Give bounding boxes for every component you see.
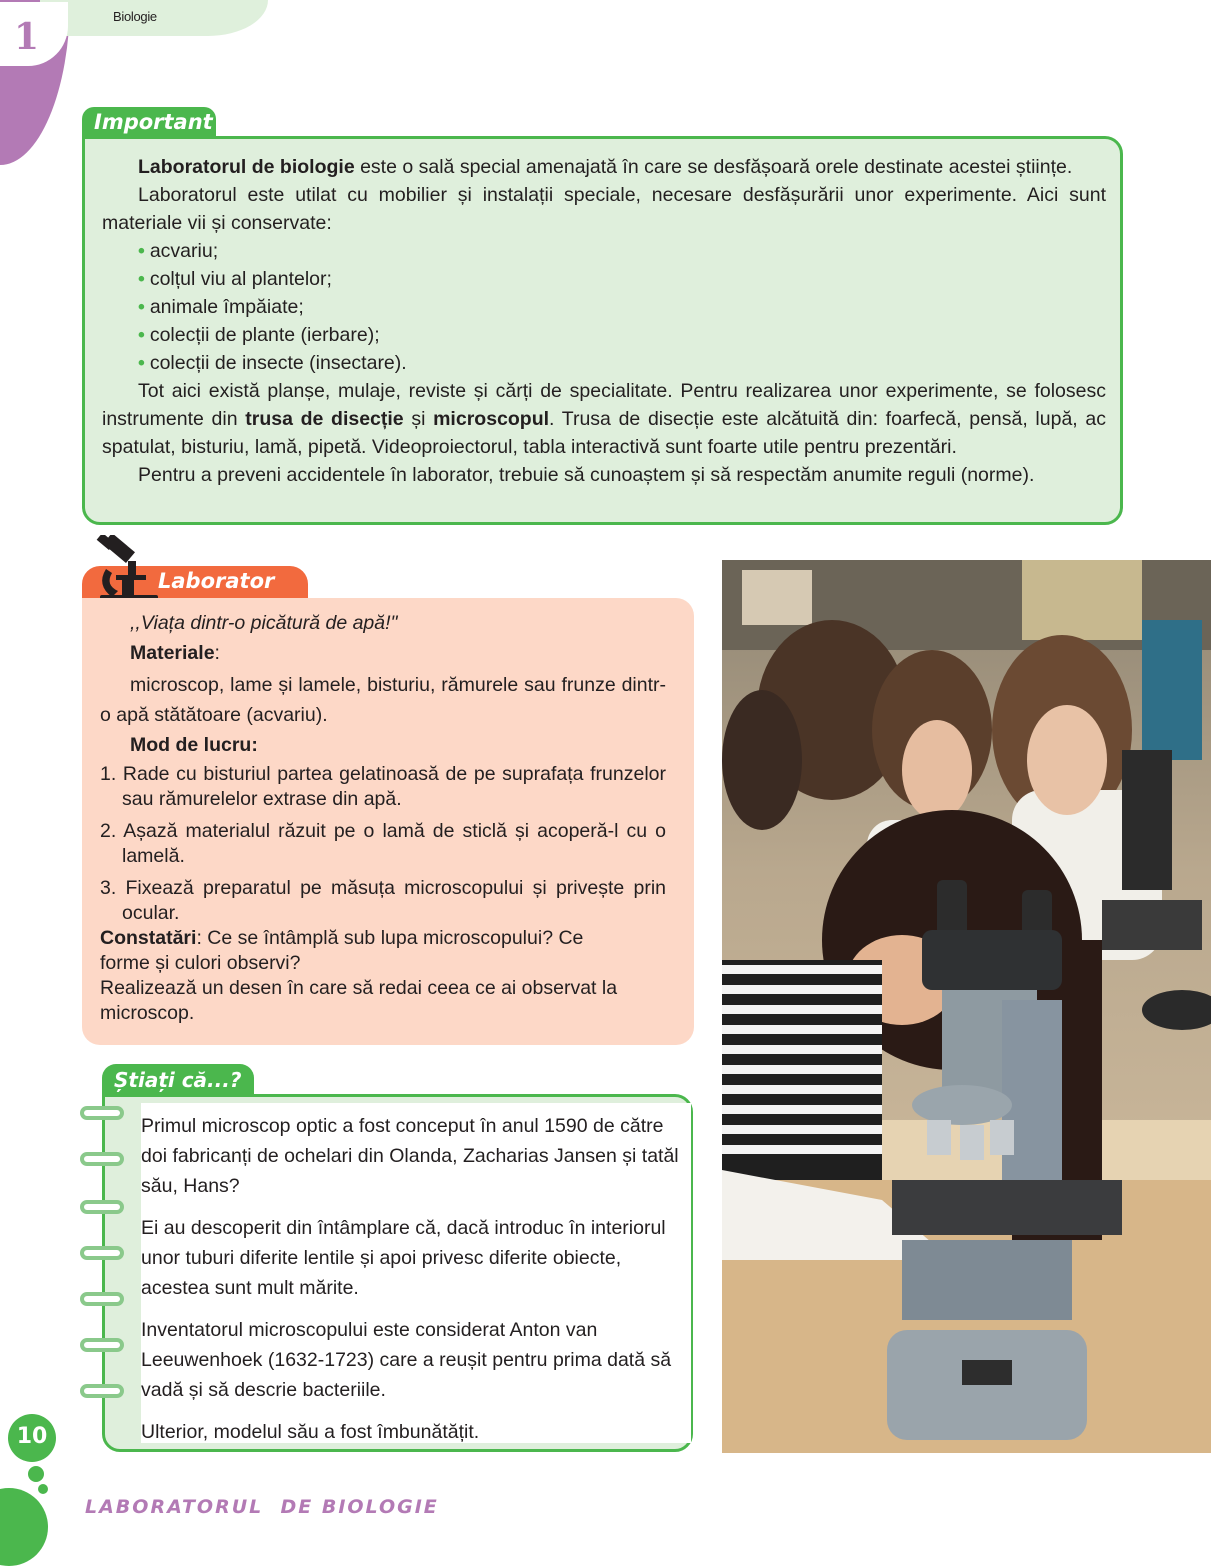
- notebook-ring-icon: [80, 1384, 124, 1398]
- notebook-ring-icon: [80, 1292, 124, 1306]
- important-paragraph-2: Laboratorul este utilat cu mobilier și instalații speciale, necesare desfășurării unor experimente. Aici sunt materiale vii și conservate:: [102, 184, 1106, 234]
- list-item: • animale împăiate;: [138, 293, 1106, 321]
- method-heading: [100, 732, 666, 758]
- important-paragraph-4: Pentru a preveni accidentele în laborator, trebuie să cunoaștem și să respectăm anumite reguli (norme).: [138, 464, 1035, 486]
- page-number-badge: [8, 1414, 56, 1462]
- fact-paragraph: Ei au descoperit din întâmplare că, dacă introduc în interiorul unor tuburi diferite lentile și apoi privesc diferite obiecte, acestea sunt mult mărite.: [141, 1217, 666, 1299]
- lab-photo: [722, 560, 1211, 1453]
- subject-label: Biologie: [113, 9, 157, 24]
- did-you-know-tab: [102, 1064, 254, 1096]
- materials-heading: [100, 640, 666, 666]
- did-you-know-content: [141, 1103, 691, 1443]
- notebook-ring-icon: [80, 1152, 124, 1166]
- p3-text-c: . Trusa de disecție este alcătuită din: foarfecă, pensă, lupă, ac spatulat, bisturiu, lamă, pipetă. Videoproiectorul, tabla interactivă sunt foarte utile pentru prezentări.: [102, 408, 1106, 458]
- notebook-ring-icon: [80, 1200, 124, 1214]
- laborator-title: Laborator: [158, 569, 275, 593]
- important-paragraph-3: [102, 377, 1106, 461]
- decorative-dot: [38, 1484, 48, 1494]
- did-you-know-title: Știați că...?: [114, 1068, 242, 1092]
- notebook-ring-icon: [80, 1338, 124, 1352]
- method-steps: [100, 762, 666, 926]
- step-item: 1. Rade cu bisturiul partea gelatinoasă de pe suprafața frunzelor sau rămurelelor extrase din apă.: [100, 763, 666, 810]
- fact-paragraph: Ulterior, modelul său a fost îmbunătățit.: [141, 1421, 480, 1443]
- decorative-dot: [0, 1488, 48, 1566]
- drawing-task: Realizează un desen în care să redai ceea ce ai observat la microscop.: [100, 977, 618, 1024]
- important-title: Important: [94, 110, 213, 134]
- method-label: Mod de lucru: [130, 734, 252, 756]
- findings-text: : Ce se întâmplă sub lupa microscopului? Ce forme și culori observi?: [100, 927, 584, 974]
- important-box: [82, 136, 1123, 525]
- materials-colon: :: [214, 642, 220, 664]
- list-item: • colecții de plante (ierbare);: [138, 321, 1106, 349]
- laborator-box: [82, 598, 694, 1045]
- p3-text-b: și: [403, 408, 434, 430]
- findings-label: Constatări: [100, 927, 197, 949]
- method-colon: :: [251, 734, 258, 756]
- important-tab: [82, 107, 216, 137]
- notebook-ring-icon: [80, 1246, 124, 1260]
- dissection-kit-term: trusa de disecție: [245, 408, 404, 430]
- chapter-number: 1: [14, 16, 40, 58]
- p3-text-a: Tot aici există planșe, mulaje, reviste și cărți de specialitate. Pentru realizarea unor experimente, se folosesc instrumente din: [102, 380, 1106, 430]
- important-paragraph-1: [102, 153, 1106, 181]
- experiment-title: ,,Viața dintr-o picătură de apă!": [130, 612, 398, 634]
- materials-list: [102, 237, 1106, 377]
- materials-text: microscop, lame și lamele, bisturiu, rămurele sau frunze dintr-o apă stătătoare (acvariu).: [100, 674, 666, 726]
- decorative-dot: [28, 1466, 44, 1482]
- microscope-icon: [92, 535, 158, 607]
- step-item: 2. Așază materialul răzuit pe o lamă de sticlă și acoperă-l cu o lamelă.: [100, 820, 666, 867]
- list-item: • colecții de insecte (insectare).: [138, 349, 1106, 377]
- list-item: • colțul viu al plantelor;: [138, 265, 1106, 293]
- findings: [100, 926, 666, 976]
- did-you-know-box: [102, 1094, 693, 1452]
- chapter-title-footer: LABORATORUL DE BIOLOGIE: [85, 1496, 439, 1518]
- list-item: • acvariu;: [138, 237, 1106, 265]
- fact-paragraph: Primul microscop optic a fost conceput în anul 1590 de către doi fabricanți de ochelari din Olanda, Zacharias Jansen și tatăl său, Hans?: [141, 1115, 679, 1197]
- page-number: 10: [16, 1424, 48, 1449]
- fact-paragraph: Inventatorul microscopului este considerat Anton van Leeuwenhoek (1632-1723) care a reușit pentru prima dată să vadă și să descrie bacteriile.: [141, 1319, 672, 1401]
- step-item: 3. Fixează preparatul pe măsuța microscopului și privește prin ocular.: [100, 877, 666, 924]
- important-p1-text: este o sală special amenajată în care se desfășoară orele destinate acestei științe.: [354, 156, 1073, 178]
- lab-definition-term: Laboratorul de biologie: [138, 156, 355, 178]
- microscope-term: microscopul: [433, 408, 550, 430]
- notebook-ring-icon: [80, 1106, 124, 1120]
- materials-label: Materiale: [130, 642, 215, 664]
